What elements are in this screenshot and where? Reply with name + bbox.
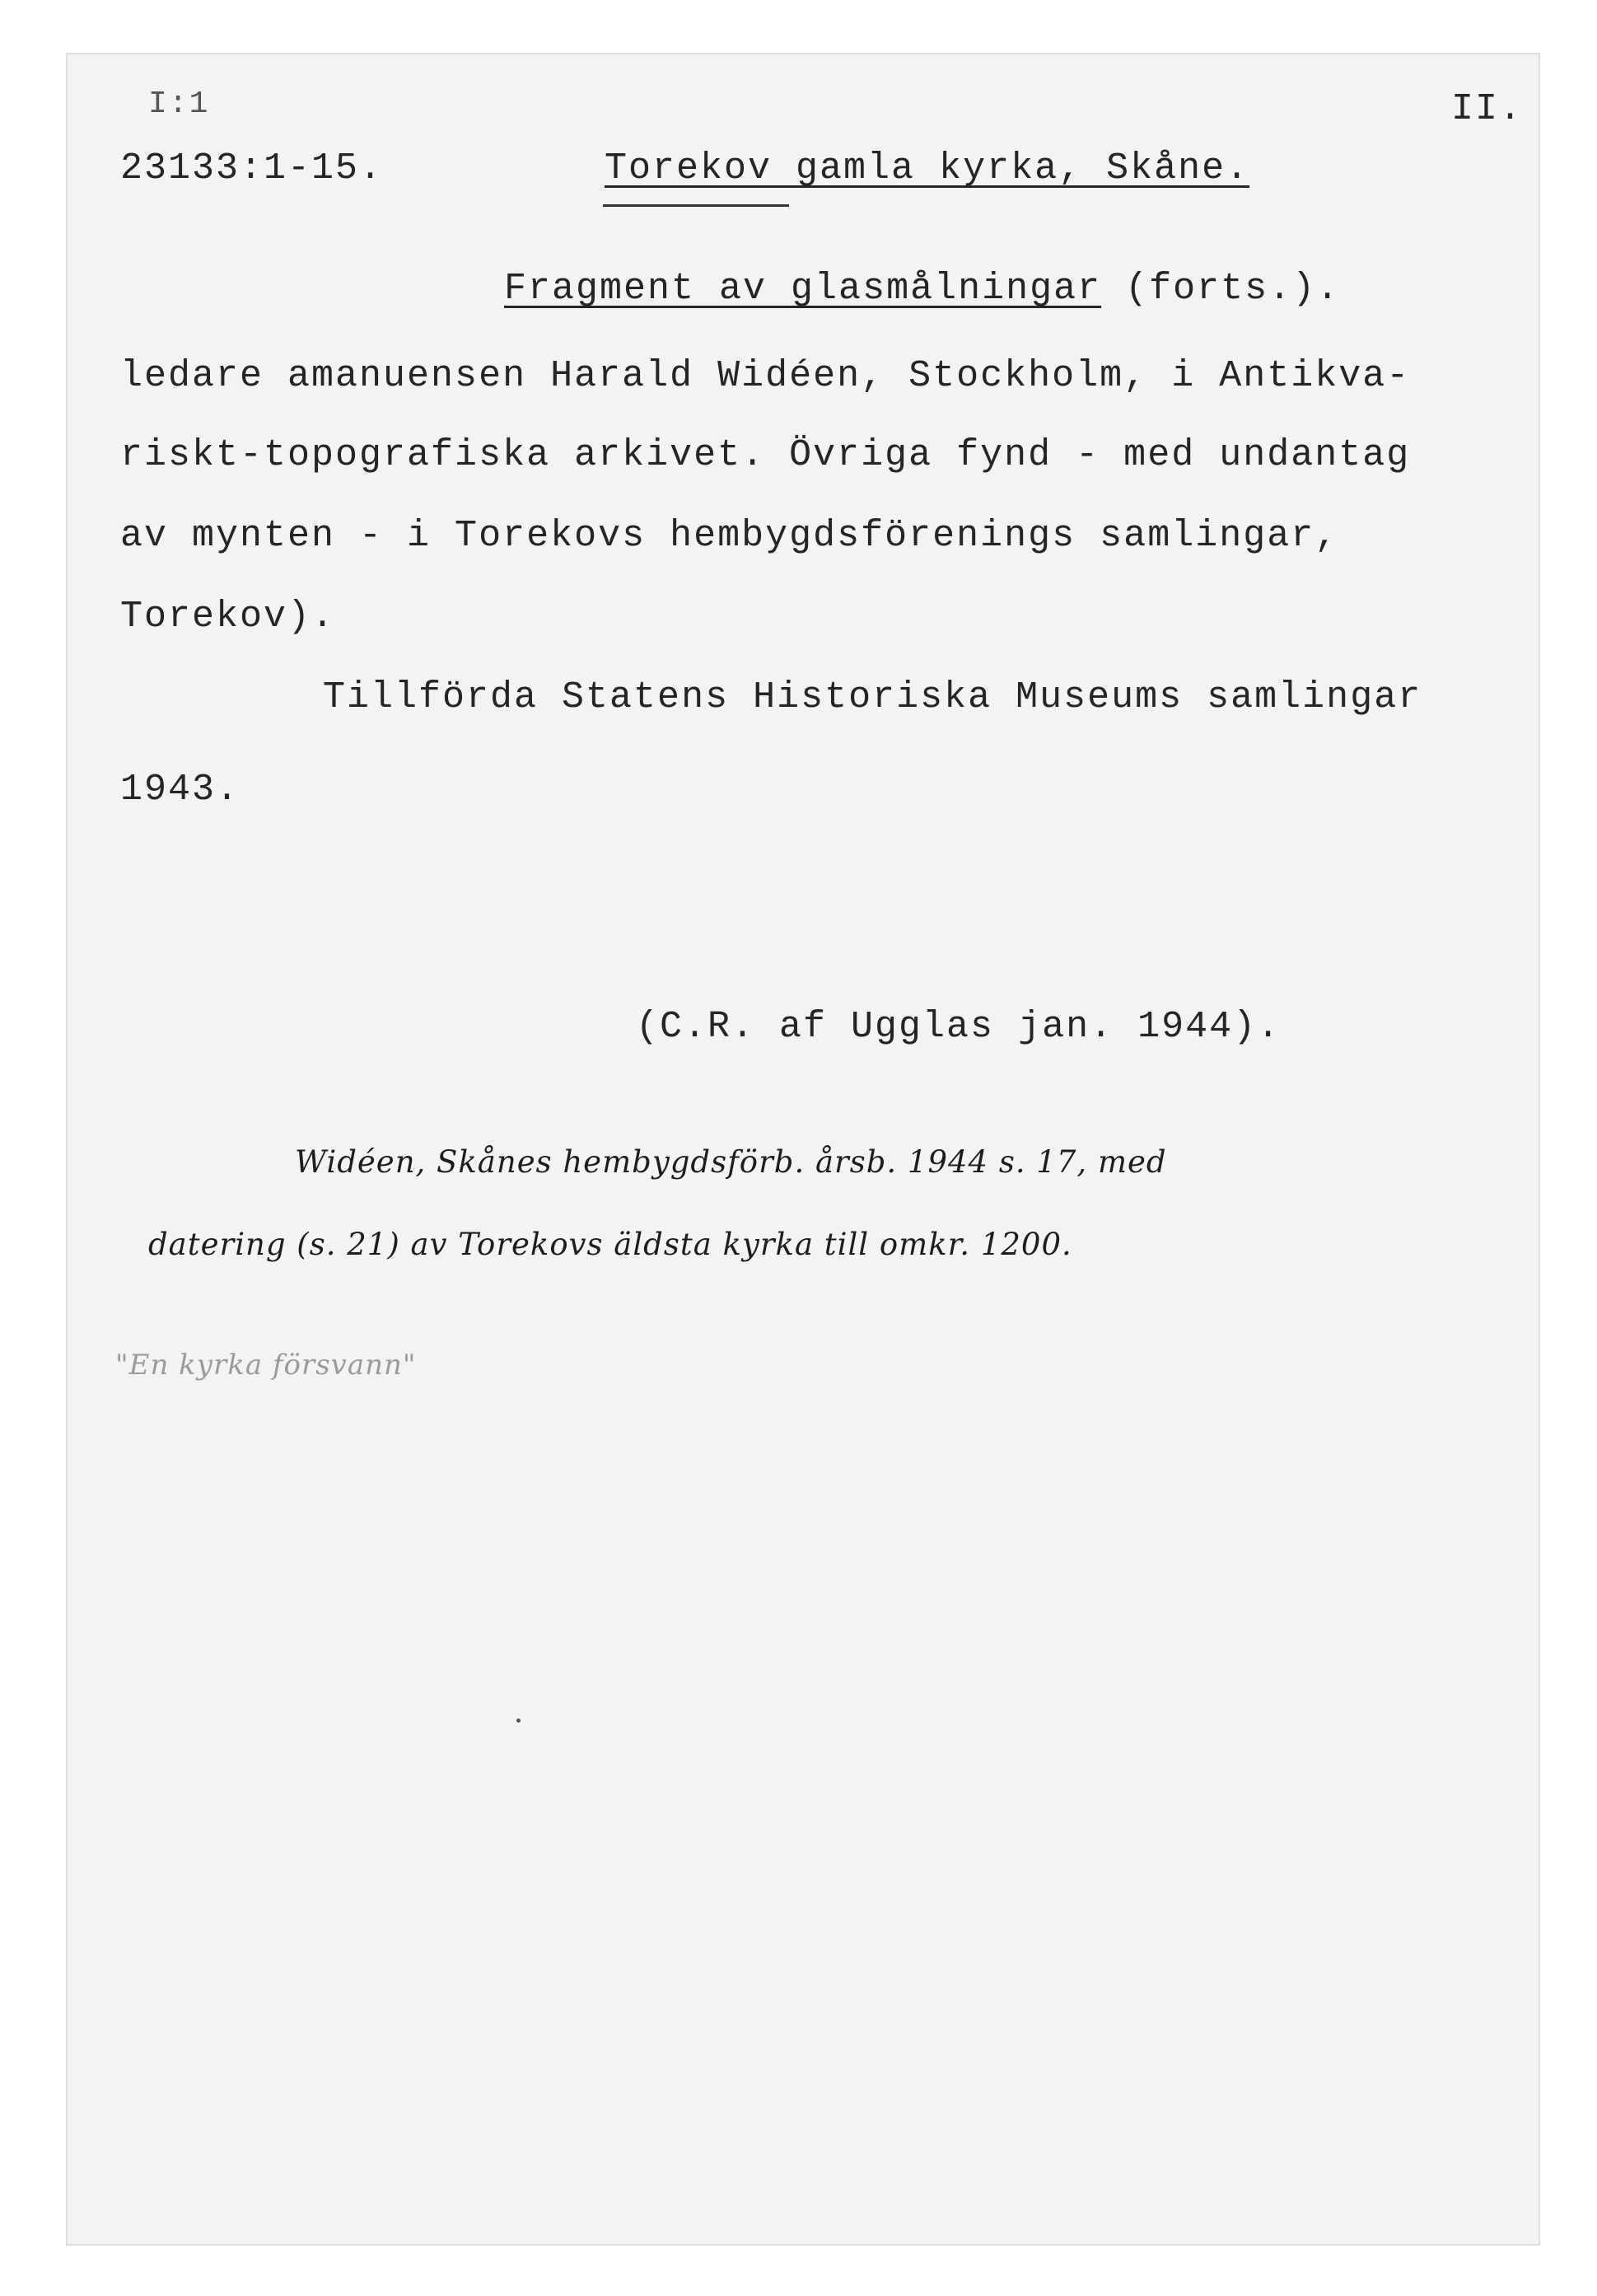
text-line: Torekov). — [120, 596, 336, 638]
pencil-note: "En kyrka försvann" — [115, 1349, 417, 1382]
signature: (C.R. af Ugglas jan. 1944). — [636, 1006, 1282, 1048]
archive-index-card — [66, 53, 1540, 2246]
corner-mark: I:1 — [148, 87, 210, 122]
subheading — [504, 268, 1341, 310]
card-title: Torekov gamla kyrka, Skåne. — [605, 147, 1250, 189]
handwritten-reference-line-1: Widéen, Skånes hembygdsförb. årsb. 1944 s. 17, med — [295, 1144, 1167, 1180]
handwritten-reference-line-2: datering (s. 21) av Torekovs äldsta kyrka till omkr. 1200. — [148, 1227, 1072, 1262]
text-line: 1943. — [120, 769, 240, 811]
text-line: av mynten - i Torekovs hembygdsförenings samlingar, — [120, 515, 1339, 557]
ink-speck — [516, 1718, 521, 1723]
card-number: II. — [1451, 88, 1524, 130]
title-extra-rule — [603, 204, 789, 207]
text-line: ledare amanuensen Harald Widéen, Stockholm, i Antikva- — [120, 355, 1411, 397]
subheading-suffix: (forts.). — [1101, 268, 1341, 310]
text-line: riskt-topografiska arkivet. Övriga fynd - med undantag — [120, 434, 1411, 476]
inventory-number: 23133:1-15. — [120, 147, 384, 189]
subheading-underlined: Fragment av glasmålningar — [504, 268, 1102, 310]
text-line: Tillförda Statens Historiska Museums samlingar — [323, 676, 1422, 718]
